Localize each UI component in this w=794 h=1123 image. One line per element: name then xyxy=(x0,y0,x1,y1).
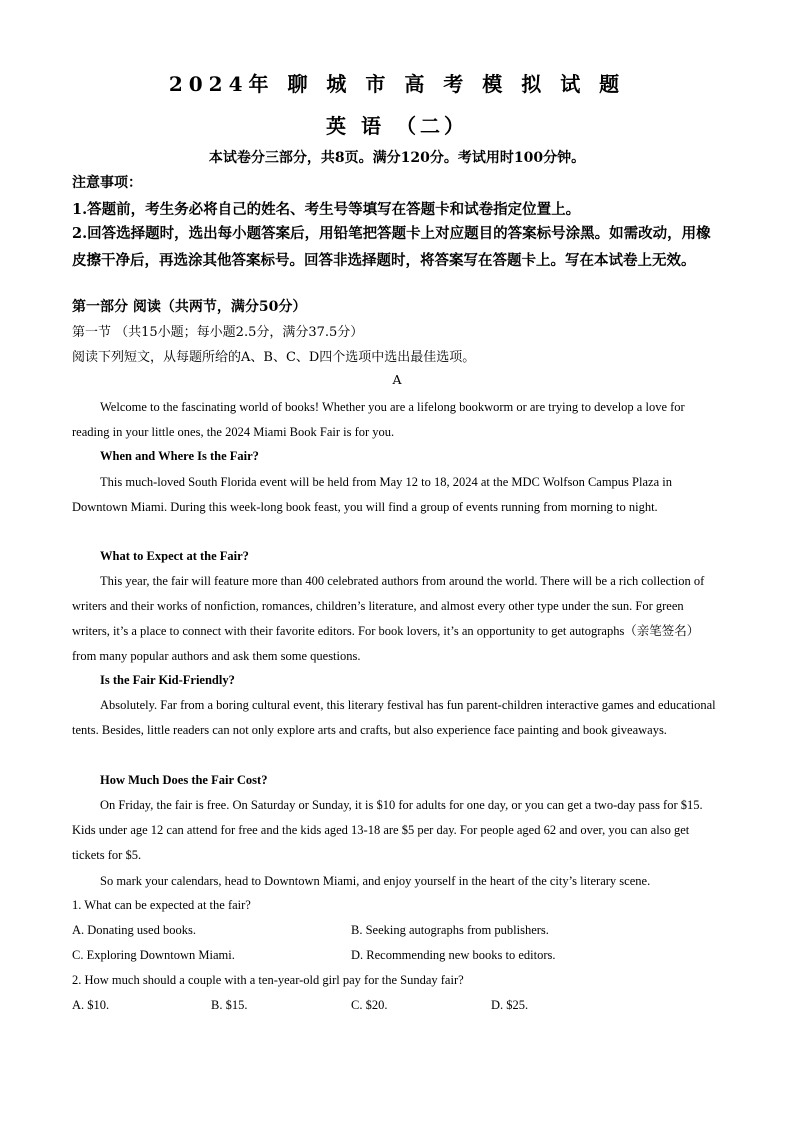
heading-cost: How Much Does the Fair Cost? xyxy=(100,773,268,787)
notice-item-1: 1.答题前，考生务必将自己的姓名、考生号等填写在答题卡和试卷指定位置上。 xyxy=(72,201,581,218)
question-2-stem: 2. How much should a couple with a ten-year-old girl pay for the Sunday fair? xyxy=(72,973,464,987)
question-2-option-c: C. $20. xyxy=(351,998,388,1012)
paragraph-closing: So mark your calendars, head to Downtown Miami, and enjoy yourself in the heart of the city’s literary scene. xyxy=(100,874,651,888)
subject-title: 英 语 （二） xyxy=(326,114,468,138)
question-1-option-b: B. Seeking autographs from publishers. xyxy=(351,923,549,937)
notice-heading: 注意事项： xyxy=(72,175,142,191)
question-2-option-d: D. $25. xyxy=(491,998,529,1012)
passage-intro: Welcome to the fascinating world of books! Whether you are a lifelong bookworm or are trying to develop a love for reading in your little ones, the 2024 Miami Book Fair is for you. xyxy=(72,400,685,439)
paragraph-what-to-expect: This year, the fair will feature more than 400 celebrated authors from around the world. There will be a rich collection of writers and their works of nonfiction, romances, children’s literature, and almost every other type under the sun. For green writers, it’s a place to connect with their favorite editors. For book lovers, it’s an opportunity to get autographs（亲笔签名） from many popular authors and ask them some questions. xyxy=(72,574,705,663)
heading-kid-friendly: Is the Fair Kid-Friendly? xyxy=(100,673,235,687)
heading-what-to-expect: What to Expect at the Fair? xyxy=(100,549,249,563)
question-2-option-a: A. $10. xyxy=(72,998,110,1012)
question-1-option-d: D. Recommending new books to editors. xyxy=(351,948,556,962)
exam-info: 本试卷分三部分，共8页。满分120分。考试用时100分钟。 xyxy=(208,150,586,166)
reading-instruction: 阅读下列短文，从每题所给的A、B、C、D四个选项中选出最佳选项。 xyxy=(72,350,476,365)
question-2-option-b: B. $15. xyxy=(211,998,248,1012)
section-one-title: 第一节 （共15小题；每小题2.5分，满分37.5分） xyxy=(72,325,364,340)
exam-title: 2024年 聊 城 市 高 考 模 拟 试 题 xyxy=(168,72,626,96)
question-1-stem: 1. What can be expected at the fair? xyxy=(72,898,251,912)
question-1-option-a: A. Donating used books. xyxy=(72,923,196,937)
paragraph-when-where: This much-loved South Florida event will be held from May 12 to 18, 2024 at the MDC Wolfson Campus Plaza in Downtown Miami. During this week-long book feast, you will find a group of events running from morning to night. xyxy=(72,475,672,514)
paragraph-cost: On Friday, the fair is free. On Saturday or Sunday, it is $10 for adults for one day, or you can get a two-day pass for $15. Kids under age 12 can attend for free and the kids aged 13-18 are $5 per day. For people aged 62 and over, you can also get tickets for $5. xyxy=(72,798,703,862)
part-one-title: 第一部分 阅读（共两节，满分50分） xyxy=(72,299,307,315)
question-1-option-c: C. Exploring Downtown Miami. xyxy=(72,948,235,962)
passage-label: A xyxy=(392,372,402,387)
paragraph-kid-friendly: Absolutely. Far from a boring cultural event, this literary festival has fun parent-children interactive games and educational tents. Besides, little readers can not only explore arts and crafts, but also experience face painting and book giveaways. xyxy=(72,698,716,737)
heading-when-where: When and Where Is the Fair? xyxy=(100,449,259,463)
notice-item-2: 2.回答选择题时，选出每小题答案后，用铅笔把答题卡上对应题目的答案标号涂黑。如需改动，用橡皮擦干净后，再选涂其他答案标号。回答非选择题时，将答案写在答题卡上。写在本试卷上无效。 xyxy=(72,225,711,269)
